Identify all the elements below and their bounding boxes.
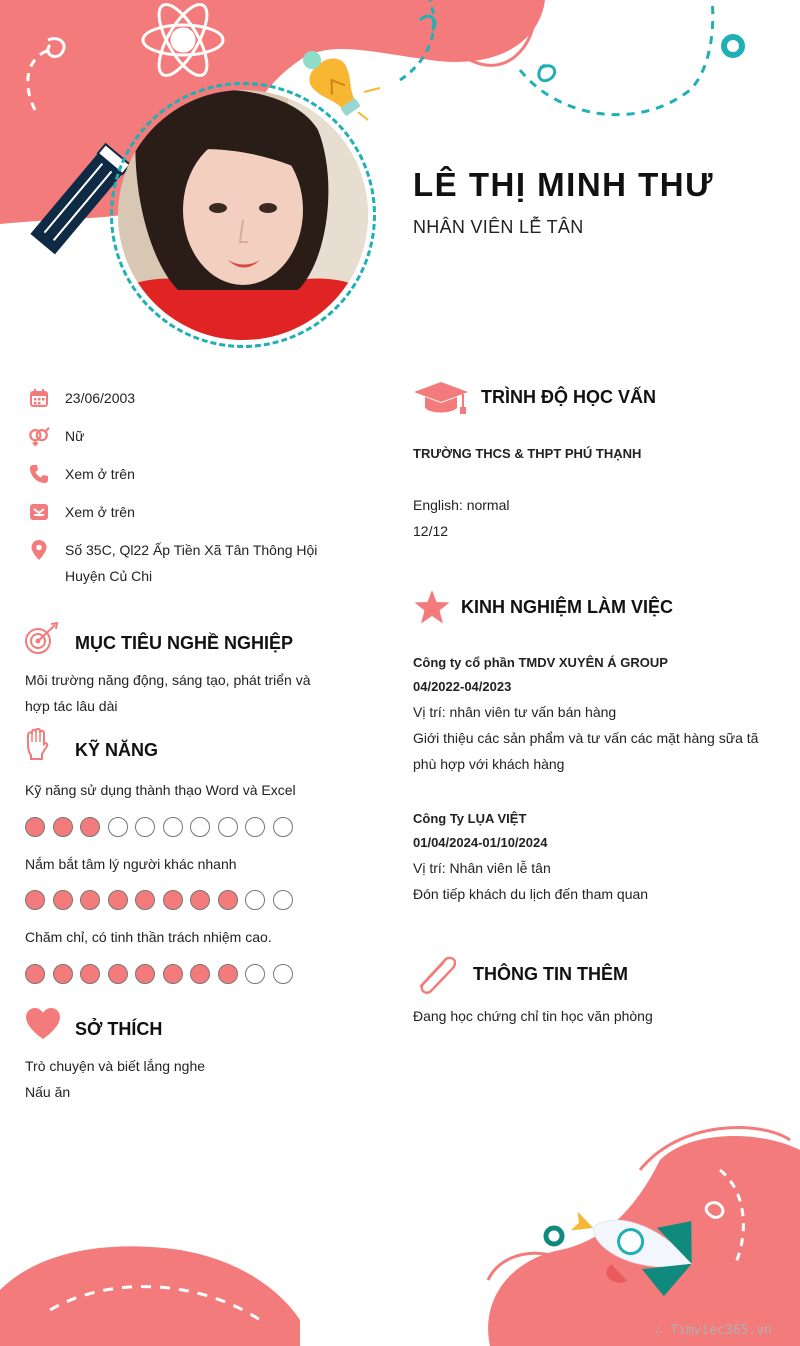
job-position: Vị trí: Nhân viên lễ tân — [413, 860, 551, 876]
objective-title: MỤC TIÊU NGHỀ NGHIỆP — [75, 633, 294, 653]
extra-text: Đang học chứng chỉ tin học văn phòng — [413, 1008, 653, 1024]
rating-dot-filled — [163, 964, 183, 984]
job-description: Đón tiếp khách du lịch đến tham quan — [413, 886, 649, 902]
rating-dot-filled — [108, 964, 128, 984]
contact-email — [28, 502, 135, 525]
rating-dot-filled — [25, 890, 45, 910]
contact-birthdate — [28, 388, 135, 411]
objective-text: Môi trường năng động, sáng tạo, phát triển và hợp tác lâu dài — [25, 672, 311, 714]
contact-text: Số 35C, Ql22 Ấp Tiền Xã Tân Thông Hội Huyện Củ Chi — [65, 542, 318, 584]
location-icon — [28, 540, 50, 562]
education-title: TRÌNH ĐỘ HỌC VẤN — [481, 387, 656, 407]
contact-gender — [28, 426, 84, 449]
rating-dot-filled — [135, 964, 155, 984]
job-period: 04/2022-04/2023 — [413, 679, 512, 694]
rating-dot-filled — [53, 890, 73, 910]
contact-text: 23/06/2003 — [65, 390, 136, 406]
skill-rating — [25, 890, 293, 910]
rating-dot-filled — [218, 890, 238, 910]
rating-dot-filled — [80, 817, 100, 837]
contact-address — [28, 540, 328, 589]
job-period: 01/04/2024-01/10/2024 — [413, 835, 548, 850]
education-line: English: normal — [413, 497, 510, 513]
rating-dot-filled — [25, 964, 45, 984]
contact-text: Xem ở trên — [65, 504, 135, 520]
rating-dot-filled — [80, 964, 100, 984]
heart-icon — [25, 1008, 61, 1040]
contact-text: Nữ — [65, 428, 85, 444]
rating-dot-filled — [218, 964, 238, 984]
rating-dot-empty — [245, 890, 265, 910]
rating-dot-filled — [80, 890, 100, 910]
hobby-item: Trò chuyện và biết lắng nghe — [25, 1058, 206, 1074]
rating-dot-filled — [190, 890, 210, 910]
rating-dot-filled — [53, 964, 73, 984]
skill-label: Nắm bắt tâm lý người khác nhanh — [25, 856, 237, 872]
skill-rating — [25, 964, 293, 984]
job-company: Công ty cổ phần TMDV XUYÊN Á GROUP — [413, 655, 668, 670]
gender-icon — [28, 426, 50, 448]
rating-dot-empty — [218, 817, 238, 837]
skills-title: KỸ NĂNG — [75, 740, 159, 760]
paperclip-icon — [415, 952, 459, 994]
profile-photo — [118, 90, 368, 340]
rating-dot-empty — [135, 817, 155, 837]
rating-dot-filled — [53, 817, 73, 837]
graduation-cap-icon — [413, 380, 469, 416]
phone-icon — [28, 464, 50, 486]
rating-dot-empty — [273, 817, 293, 837]
candidate-role: NHÂN VIÊN LỄ TÂN — [413, 217, 584, 237]
contact-phone — [28, 464, 135, 487]
experience-title: KINH NGHIỆM LÀM VIỆC — [461, 597, 674, 617]
education-line: 12/12 — [413, 523, 449, 539]
rating-dot-empty — [245, 964, 265, 984]
rating-dot-empty — [108, 817, 128, 837]
rating-dot-filled — [108, 890, 128, 910]
education-school: TRƯỜNG THCS & THPT PHÚ THẠNH — [413, 446, 642, 461]
watermark: ∴ Timviec365.vn — [654, 1323, 772, 1338]
rating-dot-empty — [163, 817, 183, 837]
rating-dot-filled — [25, 817, 45, 837]
calendar-icon — [28, 388, 50, 410]
candidate-name: LÊ THỊ MINH THƯ — [413, 166, 715, 203]
skill-label: Chăm chỉ, có tinh thần trách nhiệm cao. — [25, 929, 272, 945]
rating-dot-empty — [273, 964, 293, 984]
contact-text: Xem ở trên — [65, 466, 135, 482]
extra-title: THÔNG TIN THÊM — [473, 964, 628, 984]
job-position: Vị trí: nhân viên tư vấn bán hàng — [413, 704, 617, 720]
rating-dot-filled — [135, 890, 155, 910]
fist-icon — [25, 728, 49, 760]
rating-dot-filled — [163, 890, 183, 910]
rating-dot-empty — [245, 817, 265, 837]
star-icon — [414, 590, 450, 624]
skill-label: Kỹ năng sử dụng thành thạo Word và Excel — [25, 782, 296, 798]
email-icon — [28, 502, 50, 524]
rating-dot-empty — [190, 817, 210, 837]
hobbies-title: SỞ THÍCH — [75, 1019, 163, 1039]
target-icon — [24, 622, 60, 656]
skill-rating — [25, 817, 293, 837]
job-company: Công Ty LỤA VIỆT — [413, 811, 527, 826]
hobby-item: Nấu ăn — [25, 1084, 71, 1100]
job-description: Giới thiệu các sản phẩm và tư vấn các mặt hàng sữa tã phù hợp với khách hàng — [413, 730, 759, 772]
rating-dot-empty — [273, 890, 293, 910]
rating-dot-filled — [190, 964, 210, 984]
